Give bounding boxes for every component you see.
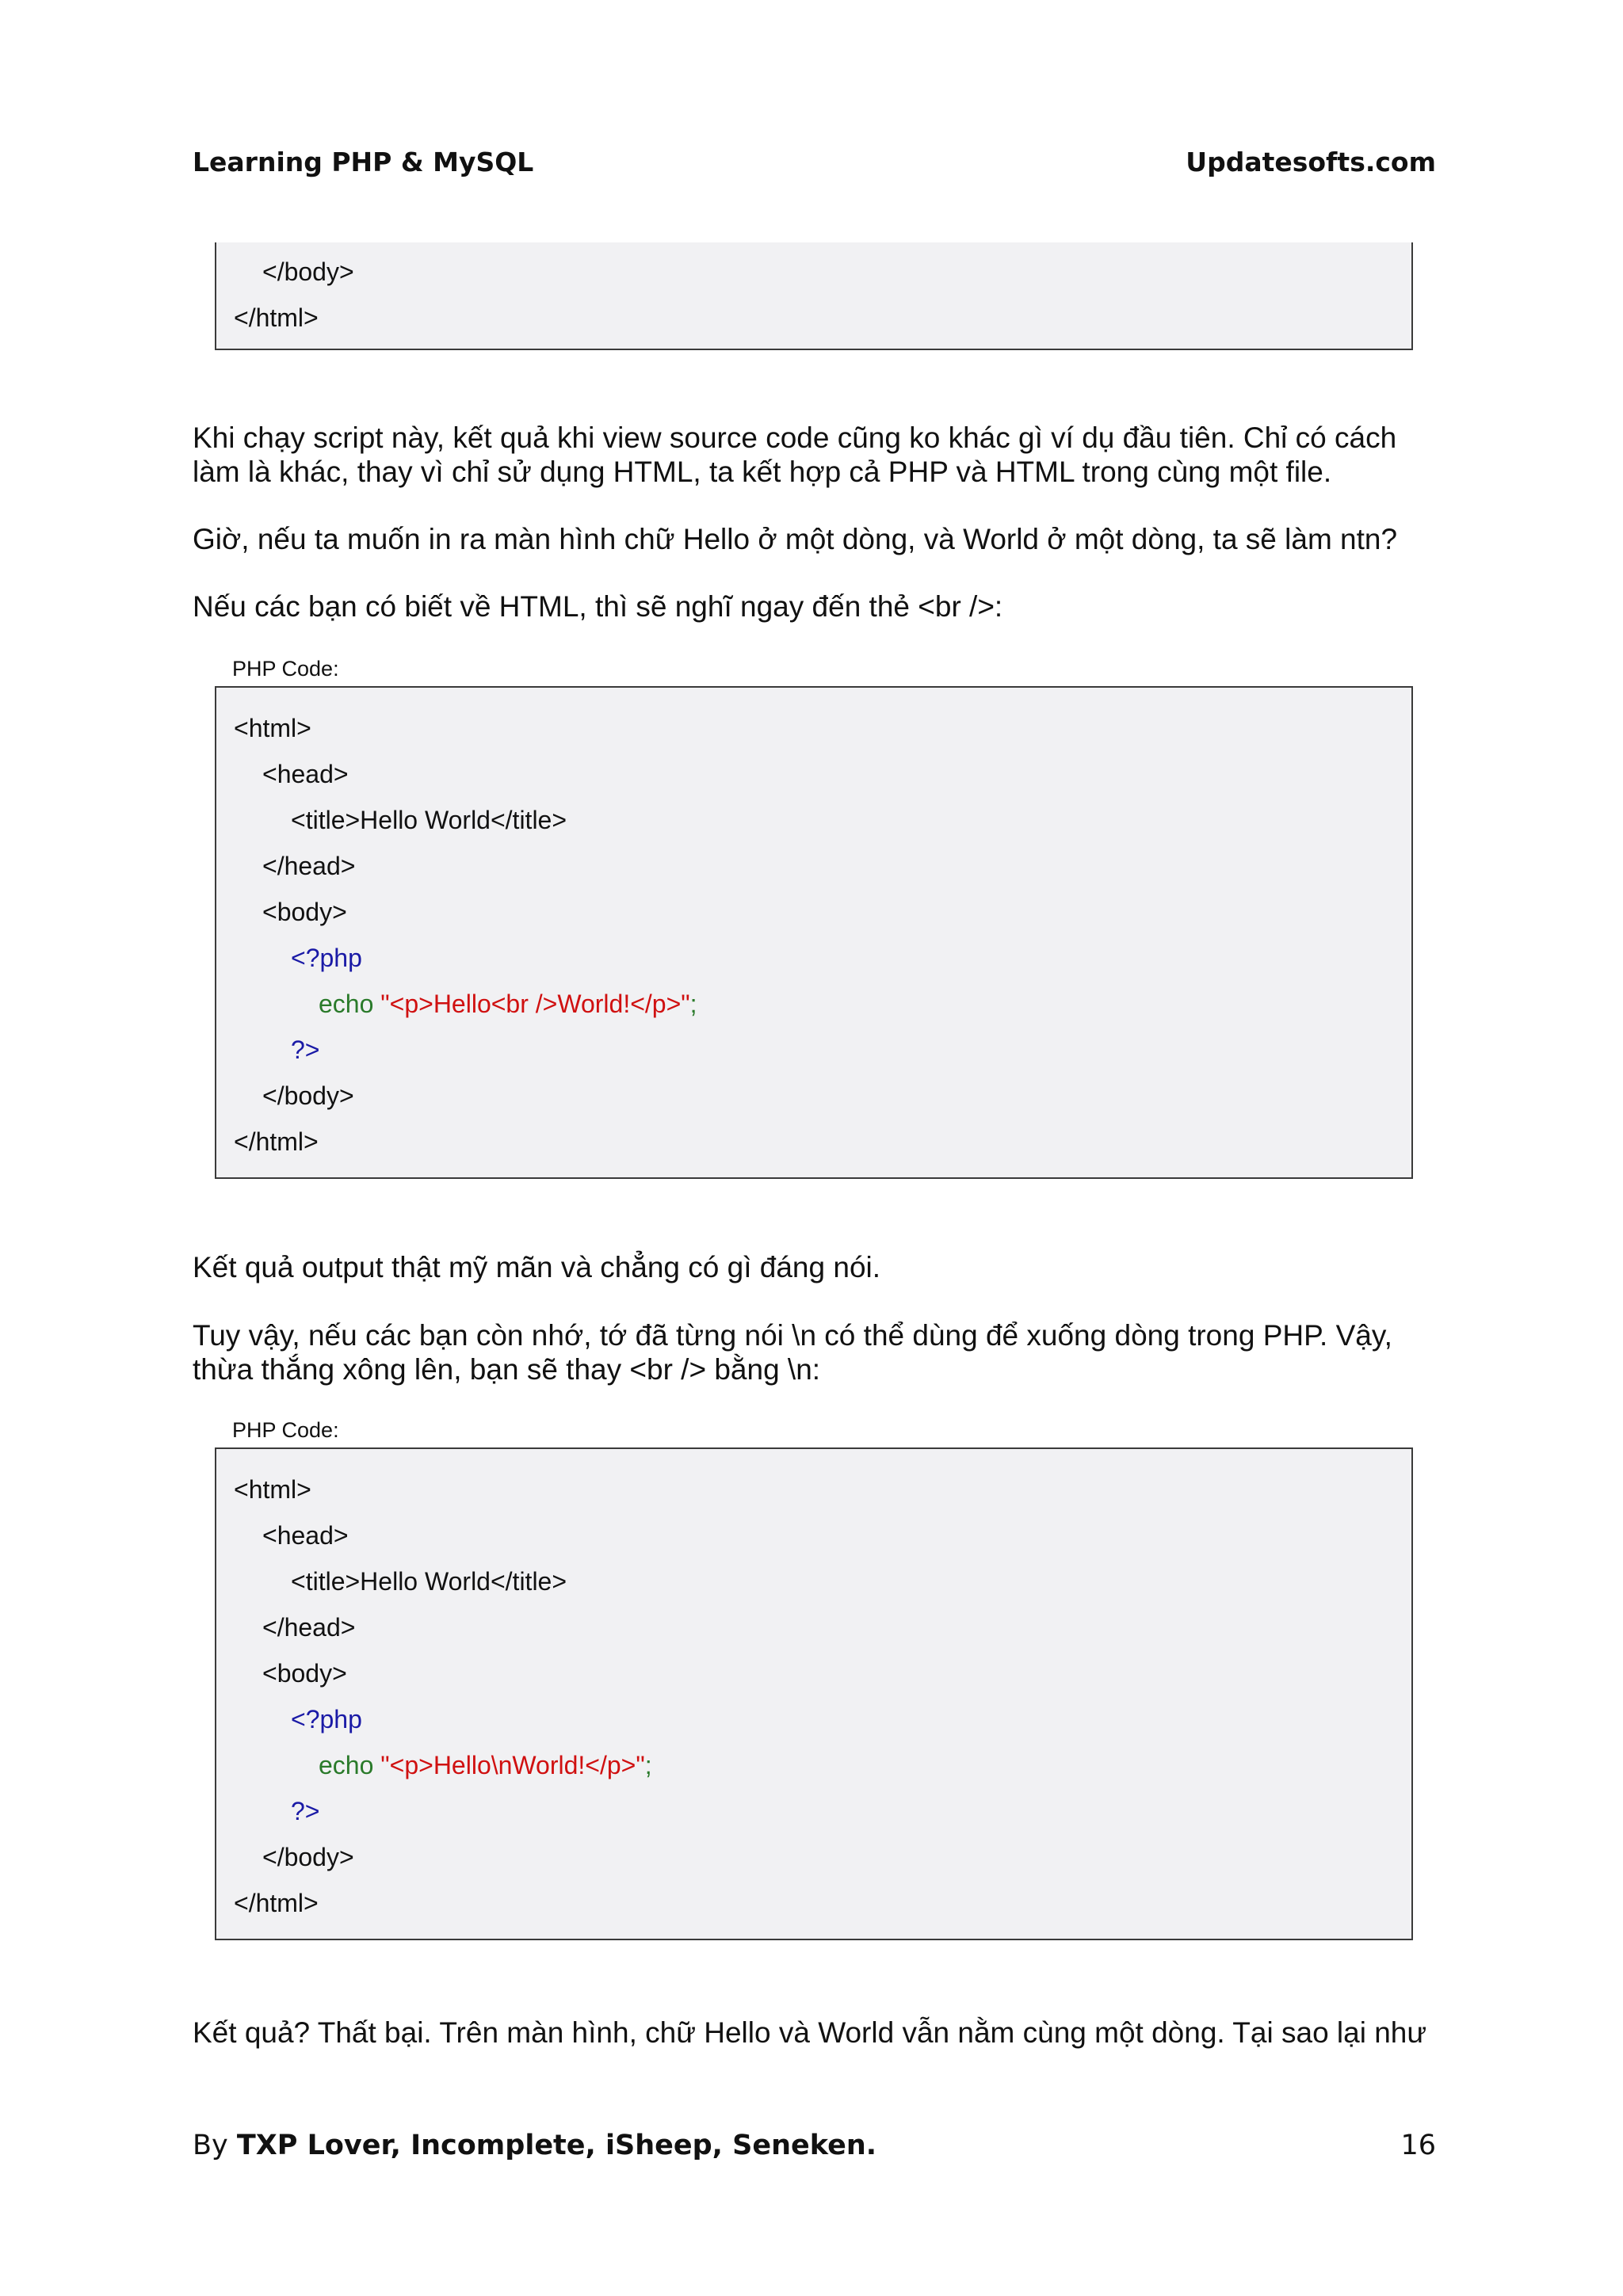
code-line: </html> — [234, 1889, 319, 1917]
paragraph-br-tag — [193, 589, 1445, 624]
paragraph-line: Tuy vậy, nếu các bạn còn nhớ, tớ đã từng nói \n có thể dùng để xuống dòng trong PHP. Vậy, — [193, 1319, 1392, 1352]
paragraph-line: Khi chạy script này, kết quả khi view source code cũng ko khác gì ví dụ đầu tiên. Chỉ có cách — [193, 421, 1397, 454]
code-semicolon: ; — [644, 1751, 652, 1779]
paragraph-failure — [193, 2016, 1445, 2050]
code-line: <body> — [262, 898, 347, 926]
code-line: </body> — [262, 1081, 354, 1110]
code-line: <html> — [234, 1475, 311, 1504]
code-block-newline — [215, 1447, 1413, 1940]
code-line: </body> — [262, 1843, 354, 1871]
code-block-br — [215, 686, 1413, 1179]
code-line: <title>Hello World</title> — [291, 806, 567, 834]
code-block-fragment — [215, 242, 1413, 350]
code-line: </html> — [234, 1127, 319, 1156]
paragraph-line: Giờ, nếu ta muốn in ra màn hình chữ Hello ở một dòng, và World ở một dòng, ta sẽ làm ntn? — [193, 523, 1398, 555]
footer-author-names: TXP Lover, Incomplete, iSheep, Seneken. — [236, 2130, 877, 2161]
paragraph-line: Kết quả output thật mỹ mãn và chẳng có gì đáng nói. — [193, 1251, 881, 1283]
paragraph-line: Nếu các bạn có biết về HTML, thì sẽ nghĩ ngay đến thẻ <br />: — [193, 590, 1003, 623]
code-line-php-close: ?> — [291, 1797, 320, 1825]
code-label: PHP Code: — [232, 1418, 339, 1442]
code-line: </body> — [262, 257, 354, 286]
code-label: PHP Code: — [232, 657, 339, 681]
code-line: <head> — [262, 1521, 349, 1550]
code-line-php-open: <?php — [291, 1705, 362, 1733]
code-keyword: echo — [319, 990, 374, 1018]
code-line: <body> — [262, 1659, 347, 1688]
code-line: <head> — [262, 760, 349, 788]
code-line-php-open: <?php — [291, 944, 362, 972]
footer-by-label: By — [193, 2130, 228, 2161]
paragraph-output-result — [193, 1250, 1445, 1284]
code-line-echo — [234, 981, 697, 1027]
paragraph-line: thừa thắng xông lên, bạn sẽ thay <br /> bằng \n: — [193, 1353, 821, 1386]
code-line: </html> — [234, 303, 319, 332]
paragraph-line: Kết quả? Thất bại. Trên màn hình, chữ Hello và World vẫn nằm cùng một dòng. Tại sao lại như — [193, 2016, 1427, 2049]
paragraph-question — [193, 522, 1445, 556]
page-number: 16 — [1400, 2130, 1436, 2161]
code-string: "<p>Hello<br />World!</p>" — [380, 990, 690, 1018]
paragraph-view-source — [193, 421, 1445, 489]
code-line-php-close: ?> — [291, 1035, 320, 1064]
code-string: "<p>Hello\nWorld!</p>" — [380, 1751, 645, 1779]
paragraph-newline — [193, 1318, 1445, 1386]
code-semicolon: ; — [689, 990, 697, 1018]
paragraph-line: làm là khác, thay vì chỉ sử dụng HTML, ta kết hợp cả PHP và HTML trong cùng một file. — [193, 456, 1332, 488]
code-line-echo — [234, 1742, 652, 1788]
document-footer-authors — [193, 2130, 876, 2161]
code-keyword: echo — [319, 1751, 374, 1779]
document-header-site: Updatesofts.com — [1186, 147, 1436, 177]
code-line: </head> — [262, 852, 356, 880]
document-header-title: Learning PHP & MySQL — [193, 147, 534, 177]
code-line: </head> — [262, 1613, 356, 1642]
code-line: <html> — [234, 714, 311, 742]
code-line: <title>Hello World</title> — [291, 1567, 567, 1596]
